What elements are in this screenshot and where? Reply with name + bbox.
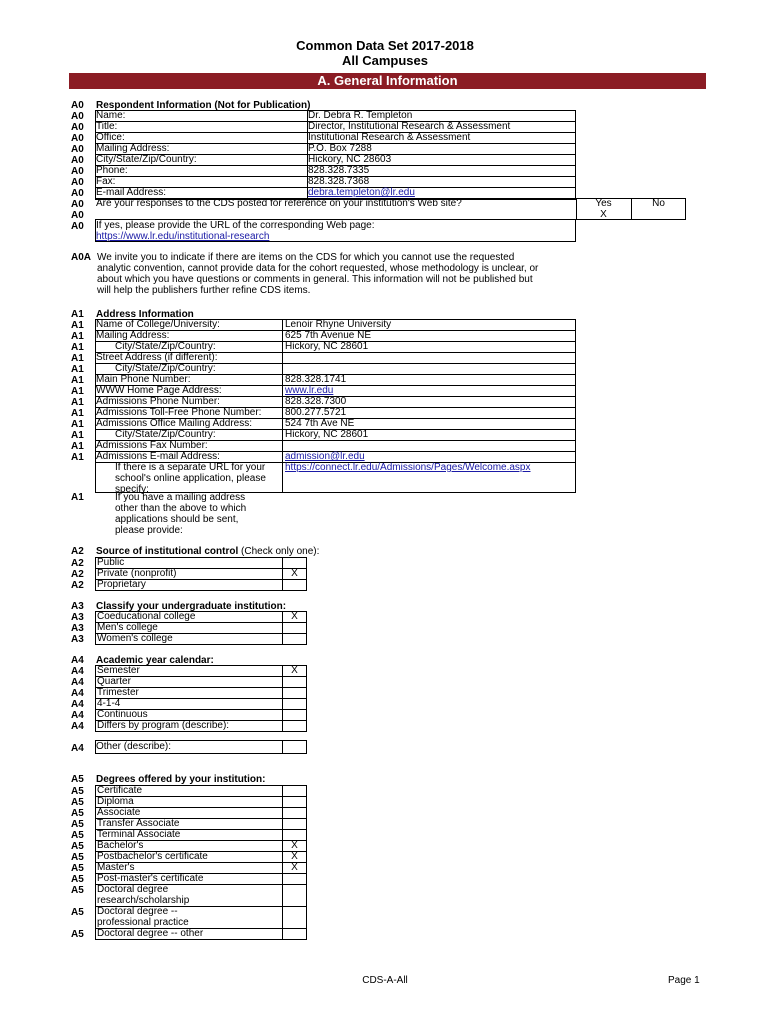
application-url-link[interactable]: https://connect.lr.edu/Admissions/Pages/Welcome.aspx xyxy=(285,462,531,473)
item-code: A1 xyxy=(71,353,84,364)
address-label: Main Phone Number: xyxy=(96,374,191,385)
sep-url-text: If there is a separate URL for your xyxy=(115,462,266,473)
address-label: City/State/Zip/Country: xyxy=(115,429,216,440)
item-code: A4 xyxy=(71,677,84,688)
respondent-value: Institutional Research & Assessment xyxy=(308,132,471,143)
respondent-label: Title: xyxy=(96,121,118,132)
respondent-label: Name: xyxy=(96,110,126,121)
respondent-label: Mailing Address: xyxy=(96,143,170,154)
section-banner xyxy=(69,73,706,89)
option-label: Continuous xyxy=(97,709,148,720)
item-code: A3 xyxy=(71,623,84,634)
address-value: Lenoir Rhyne University xyxy=(285,319,392,330)
item-code: A0 xyxy=(71,133,84,144)
page-number: Page 1 xyxy=(668,975,700,986)
item-code: A5 xyxy=(71,797,84,808)
item-code: A0 xyxy=(71,100,84,111)
a0a-text-line: will help the publishers further refine CDS items. xyxy=(97,285,311,296)
item-code: A0 xyxy=(71,122,84,133)
degree-label: Doctoral degree -- xyxy=(97,906,178,917)
item-code: A4 xyxy=(71,699,84,710)
respondent-label: Phone: xyxy=(96,165,128,176)
a0a-code: A0A xyxy=(71,252,92,263)
respondent-value: Hickory, NC 28603 xyxy=(308,154,392,165)
respondent-value: Dr. Debra R. Templeton xyxy=(308,110,413,121)
address-label: City/State/Zip/Country: xyxy=(115,341,216,352)
item-code: A5 xyxy=(71,874,84,885)
a0-heading: Respondent Information (Not for Publication) xyxy=(96,100,311,111)
option-label: Private (nonprofit) xyxy=(97,568,177,579)
degree-label: professional practice xyxy=(97,917,189,928)
a3-heading: Classify your undergraduate institution: xyxy=(96,601,287,612)
a1-heading: Address Information xyxy=(96,309,194,320)
a4-other-check[interactable] xyxy=(282,740,307,754)
yes-mark: X xyxy=(600,209,607,220)
degree-label: Master's xyxy=(97,862,135,873)
address-label: Admissions E-mail Address: xyxy=(96,451,220,462)
mail-address-text: please provide: xyxy=(115,525,183,536)
item-code: A0 xyxy=(71,155,84,166)
item-code: A1 xyxy=(71,331,84,342)
mail-address-text: If you have a mailing address xyxy=(115,492,246,503)
a2-heading: Source of institutional control (Check only one): xyxy=(96,546,320,557)
item-code: A1 xyxy=(71,408,84,419)
address-value: 828.328.7300 xyxy=(285,396,347,407)
item-code: A5 xyxy=(71,885,84,896)
item-code: A1 xyxy=(71,430,84,441)
item-code: A5 xyxy=(71,786,84,797)
respondent-value: 828.328.7368 xyxy=(308,176,370,187)
item-code: A1 xyxy=(71,419,84,430)
item-code: A0 xyxy=(71,199,84,210)
degree-label: Bachelor's xyxy=(97,840,144,851)
address-value[interactable]: admission@lr.edu xyxy=(285,451,365,462)
address-value: 625 7th Avenue NE xyxy=(285,330,371,341)
degree-label: Transfer Associate xyxy=(97,818,180,829)
mail-address-text: other than the above to which xyxy=(115,503,247,514)
page-subtitle: All Campuses xyxy=(342,53,428,68)
item-code: A0 xyxy=(71,166,84,177)
item-code: A2 xyxy=(71,580,84,591)
item-code: A5 xyxy=(71,852,84,863)
degree-label: Associate xyxy=(97,807,141,818)
item-code: A0 xyxy=(71,188,84,199)
address-value: 524 7th Ave NE xyxy=(285,418,355,429)
item-code: A1 xyxy=(71,441,84,452)
mail-address-text: applications should be sent, xyxy=(115,514,239,525)
degree-label: Doctoral degree -- other xyxy=(97,928,204,939)
item-code: A3 xyxy=(71,612,84,623)
item-code: A4 xyxy=(71,710,84,721)
address-label: Admissions Phone Number: xyxy=(96,396,220,407)
address-label: Street Address (if different): xyxy=(96,352,218,363)
no-label: No xyxy=(652,198,665,209)
item-code: A5 xyxy=(71,907,84,918)
respondent-value[interactable]: debra.templeton@lr.edu xyxy=(308,187,415,198)
item-code: A0 xyxy=(71,177,84,188)
item-code: A2 xyxy=(71,558,84,569)
item-code: A1 xyxy=(71,342,84,353)
item-code: A4 xyxy=(71,655,84,666)
option-label: Quarter xyxy=(97,676,131,687)
section-title: A. General Information xyxy=(317,73,458,88)
item-code: A5 xyxy=(71,841,84,852)
option-label: Trimester xyxy=(97,687,139,698)
respondent-label: Fax: xyxy=(96,176,116,187)
item-code: A5 xyxy=(71,830,84,841)
item-code: A1 xyxy=(71,375,84,386)
degree-label: Certificate xyxy=(97,785,143,796)
url-prompt: If yes, please provide the URL of the corresponding Web page: xyxy=(96,220,375,231)
item-code: A0 xyxy=(71,144,84,155)
address-label: Admissions Office Mailing Address: xyxy=(96,418,252,429)
ir-url-link[interactable]: https://www.lr.edu/institutional-research xyxy=(96,231,270,242)
address-value: 800.277.5721 xyxy=(285,407,347,418)
degree-label: Post-master's certificate xyxy=(97,873,204,884)
option-check[interactable]: X xyxy=(291,665,298,676)
item-code: A1 xyxy=(71,386,84,397)
a4-other-label: Other (describe): xyxy=(96,741,172,752)
respondent-label: E-mail Address: xyxy=(96,187,167,198)
item-code: A1 xyxy=(71,492,84,503)
address-label: City/State/Zip/Country: xyxy=(115,363,216,374)
degree-label: Diploma xyxy=(97,796,134,807)
option-label: 4-1-4 xyxy=(97,698,121,709)
item-code: A1 xyxy=(71,364,84,375)
item-code: A0 xyxy=(71,210,84,221)
a4-heading: Academic year calendar: xyxy=(96,655,214,666)
sep-url-text: specify: xyxy=(115,484,149,495)
a4-other-box xyxy=(95,740,307,754)
item-code: A5 xyxy=(71,774,84,785)
a0a-text-line: We invite you to indicate if there are items on the CDS for which you cannot use the requested xyxy=(97,252,515,263)
respondent-value: P.O. Box 7288 xyxy=(308,143,372,154)
item-code: A1 xyxy=(71,452,84,463)
item-code: A1 xyxy=(71,309,84,320)
cds-posted-question: Are your responses to the CDS posted for reference on your institution's Web site? xyxy=(96,198,462,209)
degree-label: Doctoral degree xyxy=(97,884,169,895)
degree-label: Terminal Associate xyxy=(97,829,181,840)
address-value: Hickory, NC 28601 xyxy=(285,341,369,352)
option-label: Semester xyxy=(97,665,140,676)
address-value: 828.328.1741 xyxy=(285,374,347,385)
address-label: Name of College/University: xyxy=(96,319,220,330)
degree-check[interactable]: X xyxy=(291,862,298,873)
option-label: Proprietary xyxy=(97,579,146,590)
option-label: Differs by program (describe): xyxy=(97,720,230,731)
item-code: A1 xyxy=(71,320,84,331)
degree-check[interactable]: X xyxy=(291,851,298,862)
address-label: Mailing Address: xyxy=(96,330,170,341)
respondent-value: Director, Institutional Research & Assessment xyxy=(308,121,511,132)
respondent-value: 828.328.7335 xyxy=(308,165,370,176)
address-label: Admissions Fax Number: xyxy=(96,440,208,451)
respondent-label: City/State/Zip/Country: xyxy=(96,154,197,165)
option-check[interactable]: X xyxy=(291,611,298,622)
option-check[interactable]: X xyxy=(291,568,298,579)
degree-label: research/scholarship xyxy=(97,895,190,906)
item-code: A4 xyxy=(71,721,84,732)
address-label: Admissions Toll-Free Phone Number: xyxy=(96,407,262,418)
item-code: A2 xyxy=(71,569,84,580)
a0a-text-line: about which you have questions or comments in general. This information will not be published but xyxy=(97,274,533,285)
item-code: A5 xyxy=(71,808,84,819)
degree-label: Postbachelor's certificate xyxy=(97,851,208,862)
item-code: A4 xyxy=(71,688,84,699)
sep-url-text: school's online application, please xyxy=(115,473,266,484)
page-title: Common Data Set 2017-2018 xyxy=(296,38,474,53)
a0a-text-line: analytic convention, cannot provide data for the cohort requested, whose methodology is unclear, or xyxy=(97,263,539,274)
address-value: Hickory, NC 28601 xyxy=(285,429,369,440)
footer-id: CDS-A-All xyxy=(362,975,408,986)
item-code: A2 xyxy=(71,546,84,557)
item-code: A4 xyxy=(71,666,84,677)
option-label: Women's college xyxy=(97,633,173,644)
item-code: A5 xyxy=(71,863,84,874)
address-label: WWW Home Page Address: xyxy=(96,385,222,396)
item-code: A0 xyxy=(71,111,84,122)
item-code: A3 xyxy=(71,634,84,645)
item-code: A1 xyxy=(71,397,84,408)
option-label: Public xyxy=(97,557,125,568)
respondent-label: Office: xyxy=(96,132,125,143)
item-code: A3 xyxy=(71,601,84,612)
item-code: A5 xyxy=(71,929,84,940)
address-value[interactable]: www.lr.edu xyxy=(285,385,334,396)
a5-heading: Degrees offered by your institution: xyxy=(96,774,266,785)
item-code: A5 xyxy=(71,819,84,830)
degree-check[interactable]: X xyxy=(291,840,298,851)
document-page: Common Data Set 2017-2018 All Campuses A. General Information Respondent Information (Not for Publication) Are your responses to the CDS posted for reference on your institution's Web site? Yes No X A0 If yes, please provide the URL of the corresponding Web page: https://www.lr.edu/institutional-research A0A Address Information Source of institutional control (Check only one): Classify your undergraduate institution: Academic year calendar: A4 Other (describe): Degrees offered by your institution: CDS-A-All Page 1 A0 A0 A0 A0 A0 A0 A0 A0 A0 A0 A0 Name: Dr. Debra R. Templeton Title: Director, Institutional Research & Assessment Office: Institutional Research & Assessment Mailing Address: P.O. Box 7288 City/State/Zip/Country: Hickory, NC 28603 Phone: 828.328.7335 Fax: 828.328.7368 E-mail Address: debra.templeton@lr.edu We invite you to indicate if there are items on the CDS for which you cannot use the requested analytic convention, cannot provide data for the cohort requested, whose methodology is unclear, or about which you have questions or comments in general. This information will not be published but will help the publishers further refine CDS items. A1 A1 A1 A1 A1 A1 A1 A1 A1 A1 A1 A1 A1 A1 A1 Name of College/University: Lenoir Rhyne University Mailing Address: 625 7th Avenue NE City/State/Zip/Country: Hickory, NC 28601 Street Address (if different): City/State/Zip/Country: Main Phone Number: 828.328.1741 WWW Home Page Address: www.lr.edu Admissions Phone Number: 828.328.7300 Admissions Toll-Free Phone Number: 800.277.5721 Admissions Office Mailing Address: 524 7th Ave NE City/State/Zip/Country: Hickory, NC 28601 Admissions Fax Number: Admissions E-mail Address: admission@lr.edu If there is a separate URL for your school's online application, please specify: https://connect.lr.edu/Admissions/Pages/Welcome.aspx If you have a mailing address other than the above to which applications should be sent, please provide: A2 A2 Public A2 Private (nonprofit) X A2 Proprietary A3 A3 Coeducational college X A3 Men's college A3 Women's college A4 A4 Semester X A4 Quarter A4 Trimester A4 4-1-4 A4 Continuous A4 Differs by program (describe): A5 A5 Certificate A5 Diploma A5 Associate A5 Transfer Associate A5 Terminal Associate A5 Bachelor's X A5 Postbachelor's certificate X A5 Master's X A5 Post-master's certificate A5 Doctoral degree research/scholarship A5 Doctoral degree -- professional practice A5 Doctoral degree -- other xyxy=(0,0,770,1024)
option-label: Men's college xyxy=(97,622,158,633)
yes-label: Yes xyxy=(595,198,612,209)
option-label: Coeducational college xyxy=(97,611,196,622)
